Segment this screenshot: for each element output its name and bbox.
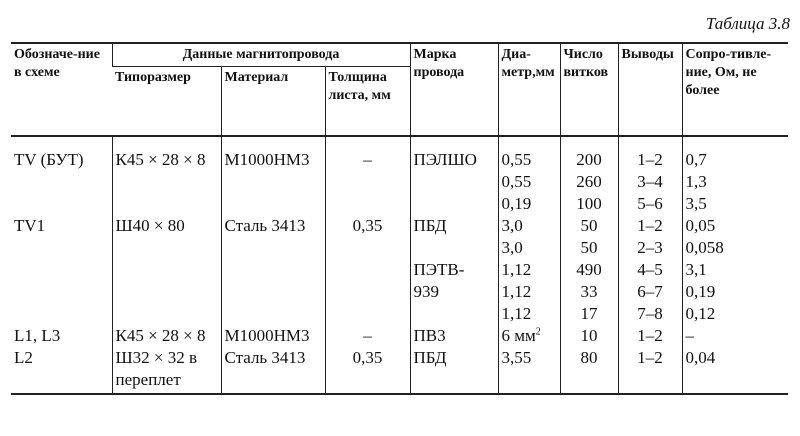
cell-diameter: 1,12 [498,281,560,303]
cell-material: Сталь 3413 [221,347,325,394]
cell-material [221,171,325,193]
cell-resistance: 0,19 [682,281,788,303]
cell-leads: 6–7 [618,281,682,303]
table-row [11,281,788,303]
cell-size: Ш40 × 80 [112,215,221,237]
cell-thickness [325,259,410,281]
cell-thickness [325,171,410,193]
cell-thickness [325,237,410,259]
cell-size [112,281,221,303]
cell-wire [410,193,498,215]
cell-material [221,193,325,215]
cell-designation [11,281,112,303]
cell-diameter: 0,19 [498,193,560,215]
cell-diameter: 0,55 [498,136,560,171]
cell-turns: 80 [560,347,618,394]
cell-material: Сталь 3413 [221,215,325,237]
cell-turns: 200 [560,136,618,171]
cell-material: М1000НМ3 [221,325,325,347]
cell-diameter: 3,55 [498,347,560,394]
cell-thickness: 0,35 [325,347,410,394]
cell-size [112,193,221,215]
cell-resistance: 0,12 [682,303,788,325]
cell-designation [11,259,112,281]
cell-resistance: 0,058 [682,237,788,259]
cell-turns: 50 [560,215,618,237]
cell-resistance: 3,1 [682,259,788,281]
table-row [11,259,788,281]
cell-material [221,237,325,259]
cell-turns: 100 [560,193,618,215]
table-caption: Таблица 3.8 [705,14,790,33]
header-size: Типоразмер [112,67,221,137]
cell-turns: 490 [560,259,618,281]
cell-designation: TV (БУТ) [14,150,84,169]
table-row [11,237,788,259]
cell-thickness: – [325,136,410,171]
superscript: 2 [535,326,541,338]
cell-leads: 1–2 [618,136,682,171]
header-wire: Марка провода [410,43,498,136]
cell-diameter: 1,12 [498,303,560,325]
table-header [11,43,788,136]
cell-leads: 4–5 [618,259,682,281]
header-leads: Выводы [618,43,682,136]
cell-resistance: 0,05 [682,215,788,237]
cell-turns: 10 [560,325,618,347]
cell-designation [11,193,112,215]
cell-designation: L1, L3 [14,326,61,345]
cell-thickness [325,303,410,325]
header-core-group: Данные магнитопровода [112,43,410,67]
cell-size [112,259,221,281]
cell-diameter: 3,0 [498,237,560,259]
cell-leads: 1–2 [618,347,682,394]
cell-resistance: 3,5 [682,193,788,215]
header-thickness: Толщина листа, мм [325,67,410,137]
cell-leads: 2–3 [618,237,682,259]
cell-resistance: 0,04 [682,347,788,394]
cell-diameter: 1,12 [498,259,560,281]
cell-wire: ПЭТВ- [410,259,498,281]
cell-wire [410,171,498,193]
table-row [11,325,788,347]
table-body [11,136,788,394]
cell-material [221,259,325,281]
cell-thickness: 0,35 [325,215,410,237]
cell-wire: ПБД [410,347,498,394]
cell-leads: 3–4 [618,171,682,193]
cell-resistance: 1,3 [682,171,788,193]
table-row [11,171,788,193]
cell-wire [410,303,498,325]
cell-wire [410,237,498,259]
cell-designation: L2 [11,347,112,394]
cell-designation [11,171,112,193]
cell-wire: ПБД [410,215,498,237]
cell-size: К45 × 28 × 8 [112,325,221,347]
cell-leads: 1–2 [618,325,682,347]
cell-wire: 939 [410,281,498,303]
cell-designation [11,303,112,325]
cell-resistance: – [682,325,788,347]
cell-turns: 50 [560,237,618,259]
cell-wire: ПЭЛШО [410,136,498,171]
cell-diameter: 0,55 [498,171,560,193]
cell-material [221,281,325,303]
cell-leads: 1–2 [618,215,682,237]
cell-designation: TV1 [14,216,46,235]
cell-diameter: 3,0 [498,215,560,237]
cell-turns: 17 [560,303,618,325]
header-turns: Число витков [560,43,618,136]
cell-resistance: 0,7 [682,136,788,171]
cell-thickness [325,281,410,303]
cell-designation [11,237,112,259]
header-diameter: Диа-метр,мм [498,43,560,136]
header-resistance: Сопро-тивле-ние, Ом, не более [682,43,788,136]
cell-wire: ПВ3 [410,325,498,347]
header-material: Материал [221,67,325,137]
header-designation: Обозначе-ние в схеме [11,43,112,136]
cell-leads: 5–6 [618,193,682,215]
table-row [11,136,788,171]
cell-turns: 33 [560,281,618,303]
table-row [11,303,788,325]
cell-thickness [325,193,410,215]
cell-size [112,171,221,193]
cell-size [112,237,221,259]
cell-leads: 7–8 [618,303,682,325]
cell-turns: 260 [560,171,618,193]
table-row [11,215,788,237]
cell-size: Ш32 × 32 в переплет [112,347,221,394]
cell-size [112,303,221,325]
cell-thickness: – [325,325,410,347]
cell-size: К45 × 28 × 8 [112,136,221,171]
table-row [11,347,788,394]
cell-material [221,303,325,325]
transformer-data-table [11,42,788,395]
table-row [11,193,788,215]
cell-diameter: 6 $мм^2$ [498,325,560,347]
cell-material: М1000НМ3 [221,136,325,171]
